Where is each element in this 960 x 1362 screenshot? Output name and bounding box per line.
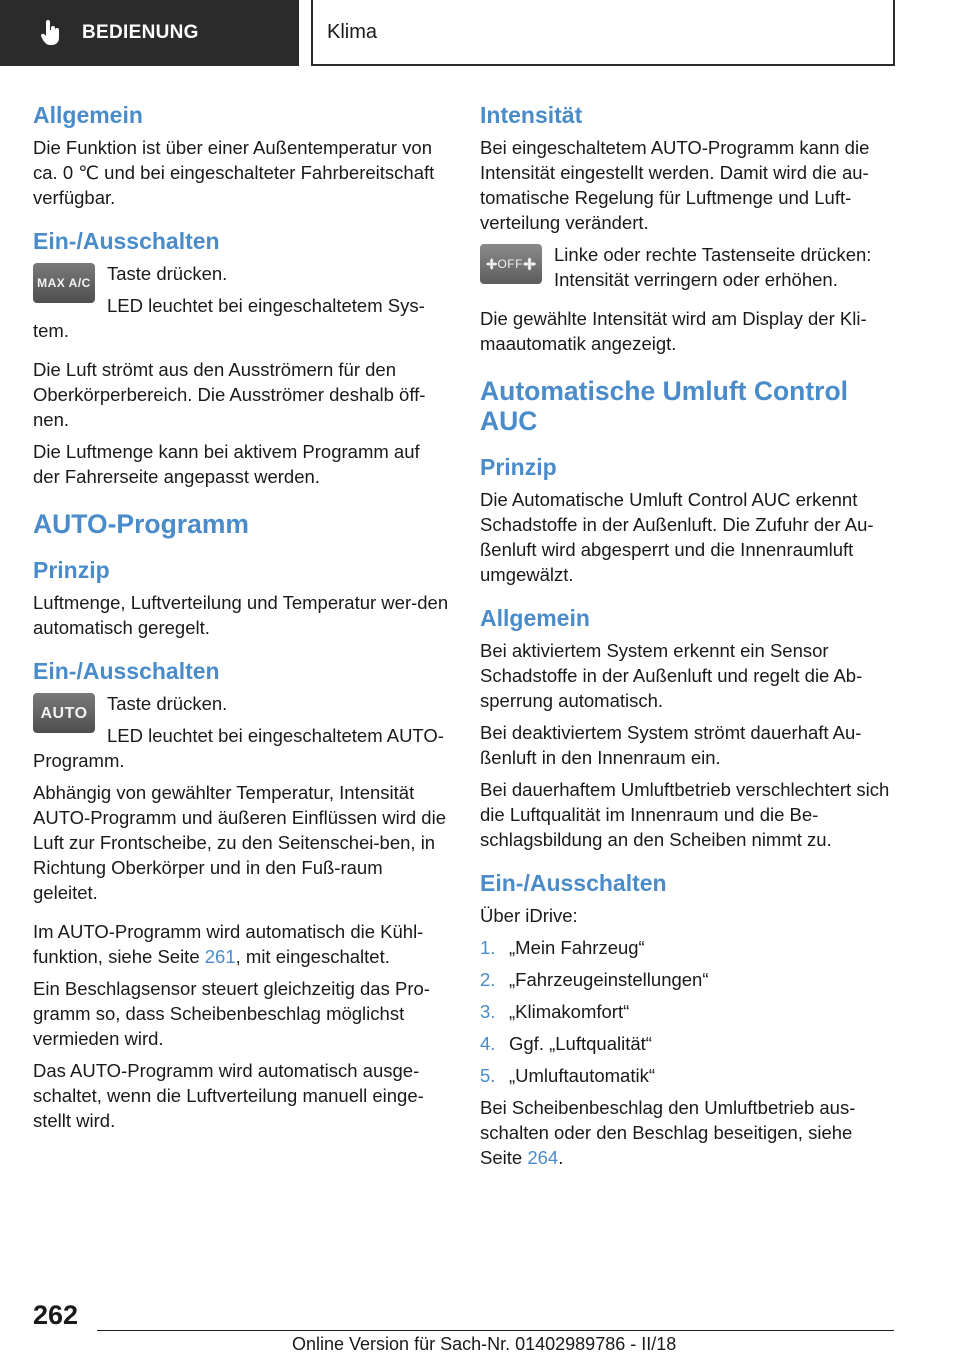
paragraph: Über iDrive:	[480, 905, 578, 926]
idrive-steps	[480, 935, 896, 1088]
page-link-261[interactable]: 261	[204, 946, 236, 967]
paragraph: Das AUTO-Programm wird automatisch ausge-schaltet, wenn die Luftverteilung manuell einge-stellt wird.	[33, 1060, 424, 1131]
list-item: 2. „Fahrzeugeinstellungen“	[480, 969, 709, 990]
fan-intensity-button-icon: OFF	[480, 244, 542, 284]
paragraph: Bei deaktiviertem System strömt dauerhaft Au-ßenluft in den Innenraum ein.	[480, 722, 862, 768]
heading-auc: Automatische Umluft Control AUC	[480, 376, 849, 436]
paragraph: Bei aktiviertem System erkennt ein Sensor Schadstoffe in der Außenluft und regelt die Ab-sperrung automatisch.	[480, 640, 863, 711]
page-link-264[interactable]: 264	[527, 1147, 559, 1168]
paragraph: Taste drücken.	[107, 263, 228, 284]
auto-button-icon: AUTO	[33, 693, 95, 733]
list-item: 4. Ggf. „Luftqualität“	[480, 1033, 652, 1054]
fan-icon	[486, 257, 497, 271]
page-number: 262	[33, 1300, 79, 1330]
paragraph: Die gewählte Intensität wird am Display der Kli-maautomatik angezeigt.	[480, 308, 867, 354]
paragraph: LED leuchtet bei eingeschaltetem AUTO-Programm.	[33, 725, 444, 771]
page-header	[0, 0, 960, 66]
maxac-instruction	[33, 261, 449, 357]
paragraph: Luftmenge, Luftverteilung und Temperatur wer-den automatisch geregelt.	[33, 592, 449, 638]
auto-instruction	[33, 691, 449, 780]
paragraph: LED leuchtet bei eingeschaltetem Sys-tem.	[33, 295, 425, 341]
paragraph: Ein Beschlagsensor steuert gleichzeitig das Pro-gramm so, dass Scheibenbeschlag möglichst vermieden wird.	[33, 978, 430, 1049]
list-item: 5. „Umluftautomatik“	[480, 1065, 655, 1086]
paragraph: Die Luftmenge kann bei aktivem Programm auf der Fahrerseite angepasst werden.	[33, 441, 420, 487]
paragraph: Im AUTO-Programm wird automatisch die Kühl-funktion, siehe Seite 261, mit eingeschaltet.	[33, 921, 424, 967]
left-column	[33, 100, 449, 1140]
section-tab[interactable]	[0, 0, 299, 66]
paragraph: Bei dauerhaftem Umluftbetrieb verschlechtert sich die Luftqualität im Innenraum und die Be-schlagsbildung an den Scheiben nimmt zu.	[480, 779, 890, 850]
hand-pointer-icon	[40, 20, 62, 46]
heading-allgemein: Allgemein	[33, 102, 143, 128]
heading-ein-ausschalten: Ein-/Ausschalten	[33, 228, 220, 254]
heading-auto-programm: AUTO-Programm	[33, 509, 249, 539]
intensity-instruction	[480, 242, 896, 306]
heading-prinzip: Prinzip	[480, 454, 557, 480]
heading-ein-ausschalten: Ein-/Ausschalten	[480, 870, 667, 896]
right-column	[480, 100, 896, 1177]
footer-divider	[97, 1330, 894, 1331]
max-ac-button-icon: MAX A/C	[33, 263, 95, 303]
paragraph: Bei eingeschaltetem AUTO-Programm kann die Intensität eingestellt werden. Damit wird die au-tomatische Regelung für Luftmenge und Luft-verteilung verändert.	[480, 137, 870, 233]
heading-prinzip: Prinzip	[33, 557, 110, 583]
paragraph: Taste drücken.	[107, 693, 228, 714]
paragraph: Die Automatische Umluft Control AUC erkennt Schadstoffe in der Außenluft. Die Zufuhr der Au-ßenluft wird abgesperrt und die Innenraumluft umgewälzt.	[480, 489, 874, 585]
section-title: BEDIENUNG	[82, 22, 199, 43]
heading-intensitaet: Intensität	[480, 102, 583, 128]
list-item: 3. „Klimakomfort“	[480, 1001, 630, 1022]
list-item: 1. „Mein Fahrzeug“	[480, 937, 645, 958]
fan-icon	[523, 256, 536, 272]
paragraph: Die Luft strömt aus den Ausströmern für den Oberkörperbereich. Die Ausströmer deshalb öff-nen.	[33, 359, 426, 430]
paragraph: Linke oder rechte Tastenseite drücken: Intensität verringern oder erhöhen.	[554, 244, 872, 290]
paragraph: Bei Scheibenbeschlag den Umluftbetrieb aus-schalten oder den Beschlag beseitigen, siehe Seite 264.	[480, 1097, 856, 1168]
paragraph: Abhängig von gewählter Temperatur, Intensität AUTO-Programm und äußeren Einflüssen wird die Luft zur Frontscheibe, zu den Seitenschei-ben, in Richtung Oberkörper und in den Fuß-raum geleitet.	[33, 782, 446, 903]
heading-ein-ausschalten: Ein-/Ausschalten	[33, 658, 220, 684]
paragraph: Die Funktion ist über einer Außentemperatur von ca. 0 ℃ und bei eingeschalteter Fahrbereitschaft verfügbar.	[33, 137, 435, 208]
heading-allgemein: Allgemein	[480, 605, 590, 631]
chapter-title: Klima	[327, 20, 378, 43]
chapter-tab[interactable]	[311, 0, 895, 66]
online-version-note: Online Version für Sach-Nr. 01402989786 - II/18	[292, 1334, 677, 1354]
